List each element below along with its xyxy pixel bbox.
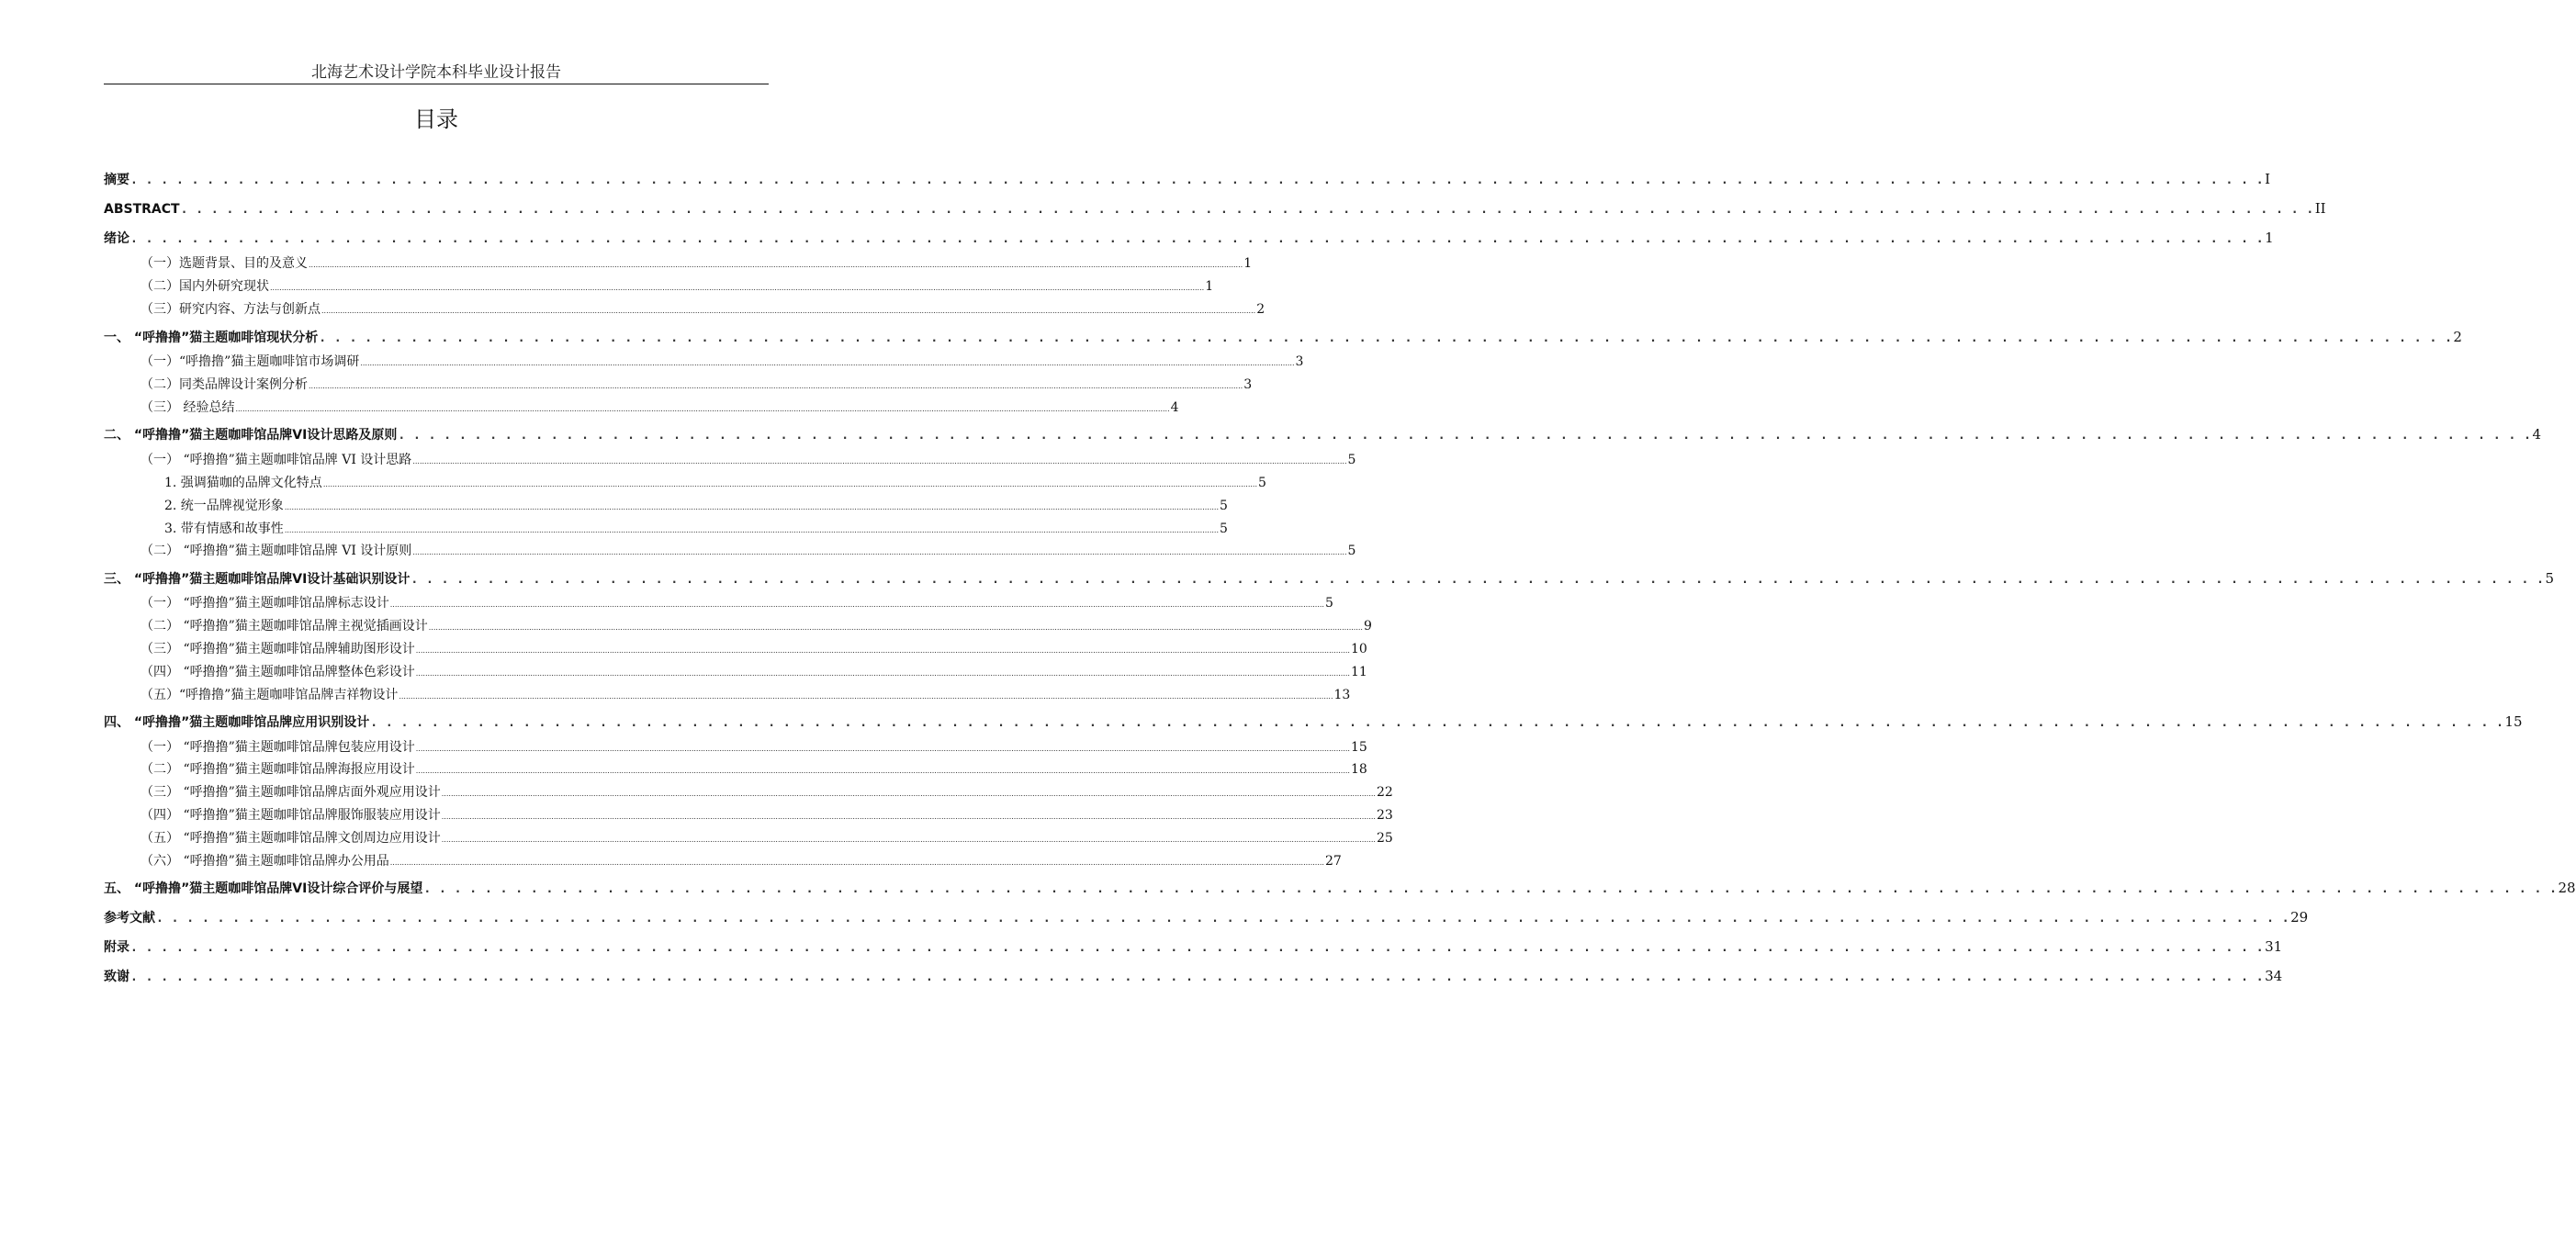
toc-entry[interactable] <box>141 254 1253 273</box>
toc-entry-label: （五） “呼撸撸”猫主题咖啡馆品牌文创周边应用设计 <box>141 831 441 846</box>
toc-entry-page-number: 4 <box>2532 426 2542 443</box>
toc-entry-page-number: 5 <box>1220 522 1228 536</box>
toc-entry-page-number: 5 <box>1347 544 1356 558</box>
toc-dot-leader: ................................................................................................................................................................................................................................................................................................................................................................................................................ <box>415 745 1350 753</box>
toc-entry-page-number: 22 <box>1376 785 1393 800</box>
toc-dot-leader: ................................................................................................................................................................................................................................................................................................................................................................................................................ <box>360 359 1295 367</box>
toc-dot-leader: . . . . . . . . . . . . . . . . . . . . . . . . . . . . . . . . . . . . . . . . . . . . . . . . . . . . . . . . . . . . . . . . . . . . . . . . . . . . . . . . . . . . . . . . . . . . . . . . . . . . . . . . . . . . . . . . . . . . . . . . . . . . . . . . . . . . . . . . . . . . <box>423 882 2558 896</box>
toc-entry[interactable] <box>141 542 1356 560</box>
toc-entry-page-number: 5 <box>1220 499 1228 513</box>
toc-entry-label: （二） “呼撸撸”猫主题咖啡馆品牌 VI 设计原则 <box>141 544 412 558</box>
toc-dot-leader: ................................................................................................................................................................................................................................................................................................................................................................................................................ <box>309 382 1243 390</box>
toc-dot-leader: . . . . . . . . . . . . . . . . . . . . . . . . . . . . . . . . . . . . . . . . . . . . . . . . . . . . . . . . . . . . . . . . . . . . . . . . . . . . . . . . . . . . . . . . . . . . . . . . . . . . . . . . . . . . . . . . . . . . . . . . . . . . . . . . . . . . . . . . . . . . <box>130 941 2265 955</box>
toc-entry[interactable] <box>141 760 1367 779</box>
toc-entry[interactable] <box>104 569 2555 588</box>
toc-entry-page-number: 9 <box>1363 619 1372 634</box>
toc-entry-label: （一）“呼撸撸”猫主题咖啡馆市场调研 <box>141 354 360 369</box>
toc-entry[interactable] <box>141 277 1214 296</box>
toc-dot-leader: ................................................................................................................................................................................................................................................................................................................................................................................................................ <box>284 526 1219 534</box>
toc-entry-page-number: 5 <box>1324 596 1333 611</box>
toc-dot-leader: . . . . . . . . . . . . . . . . . . . . . . . . . . . . . . . . . . . . . . . . . . . . . . . . . . . . . . . . . . . . . . . . . . . . . . . . . . . . . . . . . . . . . . . . . . . . . . . . . . . . . . . . . . . . . . . . . . . . . . . . . . . . . . . . . . . . . . . . . . . . <box>319 331 2453 345</box>
toc-title: 目录 <box>414 107 458 132</box>
toc-entry-label: 五、 “呼撸撸”猫主题咖啡馆品牌VI设计综合评价与展望 <box>104 881 423 896</box>
toc-entry[interactable] <box>104 879 2576 897</box>
toc-entry-page-number: 11 <box>1350 665 1367 679</box>
toc-entry-page-number: 34 <box>2265 968 2283 984</box>
toc-entry[interactable] <box>141 829 1393 847</box>
toc-entry[interactable] <box>141 738 1367 757</box>
toc-entry-label: （二） “呼撸撸”猫主题咖啡馆品牌海报应用设计 <box>141 762 415 777</box>
running-header: 北海艺术设计学院本科毕业设计报告 <box>311 63 561 82</box>
toc-entry-label: （三）研究内容、方法与创新点 <box>141 302 321 317</box>
toc-entry[interactable] <box>141 686 1351 704</box>
toc-dot-leader: ................................................................................................................................................................................................................................................................................................................................................................................................................ <box>441 836 1376 844</box>
toc-entry[interactable] <box>164 497 1228 515</box>
toc-dot-leader: . . . . . . . . . . . . . . . . . . . . . . . . . . . . . . . . . . . . . . . . . . . . . . . . . . . . . . . . . . . . . . . . . . . . . . . . . . . . . . . . . . . . . . . . . . . . . . . . . . . . . . . . . . . . . . . . . . . . . . . . . . . . . . . . . . . . . . . . . . . . <box>130 232 2265 246</box>
toc-entry-page-number: 1 <box>1205 279 1214 294</box>
toc-dot-leader: ................................................................................................................................................................................................................................................................................................................................................................................................................ <box>415 767 1350 775</box>
toc-entry[interactable] <box>104 967 2283 985</box>
toc-dot-leader: . . . . . . . . . . . . . . . . . . . . . . . . . . . . . . . . . . . . . . . . . . . . . . . . . . . . . . . . . . . . . . . . . . . . . . . . . . . . . . . . . . . . . . . . . . . . . . . . . . . . . . . . . . . . . . . . . . . . . . . . . . . . . . . . . . . . . . . . . . . . <box>411 573 2545 587</box>
toc-dot-leader: ................................................................................................................................................................................................................................................................................................................................................................................................................ <box>412 457 1347 466</box>
toc-dot-leader: ................................................................................................................................................................................................................................................................................................................................................................................................................ <box>309 261 1243 269</box>
toc-entry[interactable] <box>104 170 2271 188</box>
toc-entry-page-number: 3 <box>1295 354 1304 369</box>
toc-entry-page-number: 15 <box>1350 740 1367 755</box>
toc-entry-label: 参考文献 <box>104 911 155 926</box>
toc-entry-page-number: 5 <box>1347 453 1356 467</box>
toc-entry-page-number: 29 <box>2290 909 2309 926</box>
toc-entry-label: （二） “呼撸撸”猫主题咖啡馆品牌主视觉插画设计 <box>141 619 428 634</box>
toc-dot-leader: ................................................................................................................................................................................................................................................................................................................................................................................................................ <box>412 548 1347 556</box>
toc-dot-leader: ................................................................................................................................................................................................................................................................................................................................................................................................................ <box>441 813 1376 821</box>
toc-dot-leader: ................................................................................................................................................................................................................................................................................................................................................................................................................ <box>415 646 1350 655</box>
toc-entry-label: 二、 “呼撸撸”猫主题咖啡馆品牌VI设计思路及原则 <box>104 428 398 443</box>
toc-entry[interactable] <box>141 353 1304 371</box>
toc-entry-page-number: 28 <box>2558 880 2576 896</box>
toc-entry-label: （一） “呼撸撸”猫主题咖啡馆品牌 VI 设计思路 <box>141 453 412 467</box>
toc-entry-label: （二）同类品牌设计案例分析 <box>141 377 308 392</box>
toc-entry-page-number: 31 <box>2265 938 2283 955</box>
toc-entry[interactable] <box>141 852 1342 870</box>
toc-entry-label: 绪论 <box>104 231 129 246</box>
toc-entry-label: 四、 “呼撸撸”猫主题咖啡馆品牌应用识别设计 <box>104 715 370 730</box>
toc-dot-leader: . . . . . . . . . . . . . . . . . . . . . . . . . . . . . . . . . . . . . . . . . . . . . . . . . . . . . . . . . . . . . . . . . . . . . . . . . . . . . . . . . . . . . . . . . . . . . . . . . . . . . . . . . . . . . . . . . . . . . . . . . . . . . . . . . . . . . . . . . . . . <box>180 203 2314 217</box>
toc-dot-leader: . . . . . . . . . . . . . . . . . . . . . . . . . . . . . . . . . . . . . . . . . . . . . . . . . . . . . . . . . . . . . . . . . . . . . . . . . . . . . . . . . . . . . . . . . . . . . . . . . . . . . . . . . . . . . . . . . . . . . . . . . . . . . . . . . . . . . . . . . . . . <box>130 174 2265 187</box>
toc-entry-page-number: 3 <box>1243 377 1253 392</box>
toc-entry-label: （二）国内外研究现状 <box>141 279 269 294</box>
toc-entry[interactable] <box>104 712 2523 731</box>
toc-entry[interactable] <box>104 328 2462 346</box>
toc-entry[interactable] <box>141 663 1367 681</box>
toc-entry-page-number: 2 <box>2453 329 2462 345</box>
toc-dot-leader: . . . . . . . . . . . . . . . . . . . . . . . . . . . . . . . . . . . . . . . . . . . . . . . . . . . . . . . . . . . . . . . . . . . . . . . . . . . . . . . . . . . . . . . . . . . . . . . . . . . . . . . . . . . . . . . . . . . . . . . . . . . . . . . . . . . . . . . . . . . . <box>156 912 2290 926</box>
toc-dot-leader: ................................................................................................................................................................................................................................................................................................................................................................................................................ <box>389 858 1324 867</box>
toc-dot-leader: ................................................................................................................................................................................................................................................................................................................................................................................................................ <box>389 600 1324 609</box>
toc-dot-leader: ................................................................................................................................................................................................................................................................................................................................................................................................................ <box>322 480 1257 488</box>
toc-entry-page-number: 1 <box>2265 230 2274 246</box>
toc-entry-label: 致谢 <box>104 970 129 984</box>
toc-entry-label: 3. 带有情感和故事性 <box>164 522 284 536</box>
toc-entry-page-number: 1 <box>1243 256 1253 271</box>
toc-entry-label: （一） “呼撸撸”猫主题咖啡馆品牌标志设计 <box>141 596 389 611</box>
toc-entry-label: 附录 <box>104 940 129 955</box>
toc-dot-leader: . . . . . . . . . . . . . . . . . . . . . . . . . . . . . . . . . . . . . . . . . . . . . . . . . . . . . . . . . . . . . . . . . . . . . . . . . . . . . . . . . . . . . . . . . . . . . . . . . . . . . . . . . . . . . . . . . . . . . . . . . . . . . . . . . . . . . . . . . . . . <box>398 429 2532 443</box>
toc-entry[interactable] <box>141 783 1393 802</box>
toc-entry-label: （三） “呼撸撸”猫主题咖啡馆品牌店面外观应用设计 <box>141 785 441 800</box>
toc-entry-page-number: I <box>2265 171 2271 187</box>
toc-entry[interactable] <box>141 806 1393 825</box>
toc-entry[interactable] <box>141 640 1367 658</box>
toc-dot-leader: ................................................................................................................................................................................................................................................................................................................................................................................................................ <box>441 790 1376 798</box>
toc-entry[interactable] <box>141 451 1356 469</box>
toc-entry-page-number: 15 <box>2504 713 2523 730</box>
toc-dot-leader: ................................................................................................................................................................................................................................................................................................................................................................................................................ <box>235 405 1170 413</box>
toc-entry-page-number: 18 <box>1350 762 1367 777</box>
toc-dot-leader: ................................................................................................................................................................................................................................................................................................................................................................................................................ <box>284 503 1219 511</box>
toc-entry-page-number: 10 <box>1350 642 1367 656</box>
toc-entry[interactable] <box>164 520 1228 538</box>
toc-entry[interactable] <box>104 425 2542 443</box>
toc-entry[interactable] <box>104 908 2309 926</box>
toc-entry-label: ABSTRACT <box>104 202 180 217</box>
toc-entry[interactable] <box>104 229 2274 247</box>
toc-entry-page-number: 2 <box>1256 302 1266 317</box>
toc-entry[interactable] <box>104 937 2283 956</box>
toc-dot-leader: ................................................................................................................................................................................................................................................................................................................................................................................................................ <box>399 692 1333 701</box>
toc-entry-label: （五）“呼撸撸”猫主题咖啡馆品牌吉祥物设计 <box>141 688 399 702</box>
toc-entry-page-number: II <box>2314 200 2326 217</box>
toc-entry[interactable] <box>141 300 1266 319</box>
toc-entry-page-number: 13 <box>1333 688 1351 702</box>
toc-entry[interactable] <box>141 398 1179 417</box>
toc-entry-label: （三） “呼撸撸”猫主题咖啡馆品牌辅助图形设计 <box>141 642 415 656</box>
toc-entry-label: 2. 统一品牌视觉形象 <box>164 499 284 513</box>
toc-entry[interactable] <box>164 474 1266 492</box>
toc-entry-page-number: 27 <box>1324 854 1342 869</box>
toc-entry[interactable] <box>104 199 2326 218</box>
toc-entry-page-number: 5 <box>2545 570 2555 587</box>
toc-dot-leader: . . . . . . . . . . . . . . . . . . . . . . . . . . . . . . . . . . . . . . . . . . . . . . . . . . . . . . . . . . . . . . . . . . . . . . . . . . . . . . . . . . . . . . . . . . . . . . . . . . . . . . . . . . . . . . . . . . . . . . . . . . . . . . . . . . . . . . . . . . . . <box>370 716 2504 730</box>
toc-entry[interactable] <box>141 376 1253 394</box>
toc-dot-leader: ................................................................................................................................................................................................................................................................................................................................................................................................................ <box>415 669 1350 678</box>
toc-entry-label: （一） “呼撸撸”猫主题咖啡馆品牌包装应用设计 <box>141 740 415 755</box>
toc-entry-label: 三、 “呼撸撸”猫主题咖啡馆品牌VI设计基础识别设计 <box>104 572 411 587</box>
toc-entry-label: （四） “呼撸撸”猫主题咖啡馆品牌整体色彩设计 <box>141 665 415 679</box>
toc-entry-page-number: 23 <box>1376 808 1393 823</box>
toc-dot-leader: . . . . . . . . . . . . . . . . . . . . . . . . . . . . . . . . . . . . . . . . . . . . . . . . . . . . . . . . . . . . . . . . . . . . . . . . . . . . . . . . . . . . . . . . . . . . . . . . . . . . . . . . . . . . . . . . . . . . . . . . . . . . . . . . . . . . . . . . . . . . <box>130 970 2265 984</box>
toc-entry-label: （六） “呼撸撸”猫主题咖啡馆品牌办公用品 <box>141 854 389 869</box>
toc-entry-page-number: 25 <box>1376 831 1393 846</box>
toc-entry-label: （四） “呼撸撸”猫主题咖啡馆品牌服饰服装应用设计 <box>141 808 441 823</box>
toc-entry[interactable] <box>141 594 1333 612</box>
toc-entry-page-number: 4 <box>1170 400 1179 415</box>
toc-entry-page-number: 5 <box>1258 476 1266 490</box>
toc-dot-leader: ................................................................................................................................................................................................................................................................................................................................................................................................................ <box>428 623 1363 632</box>
toc-dot-leader: ................................................................................................................................................................................................................................................................................................................................................................................................................ <box>270 284 1205 292</box>
toc-entry-label: 一、 “呼撸撸”猫主题咖啡馆现状分析 <box>104 331 319 345</box>
toc-entry[interactable] <box>141 617 1372 635</box>
toc-entry-label: 摘要 <box>104 173 129 187</box>
toc-entry-label: 1. 强调猫咖的品牌文化特点 <box>164 476 322 490</box>
toc-dot-leader: ................................................................................................................................................................................................................................................................................................................................................................................................................ <box>321 307 1256 315</box>
toc-entry-label: （一）选题背景、目的及意义 <box>141 256 308 271</box>
toc-entry-label: （三） 经验总结 <box>141 400 235 415</box>
